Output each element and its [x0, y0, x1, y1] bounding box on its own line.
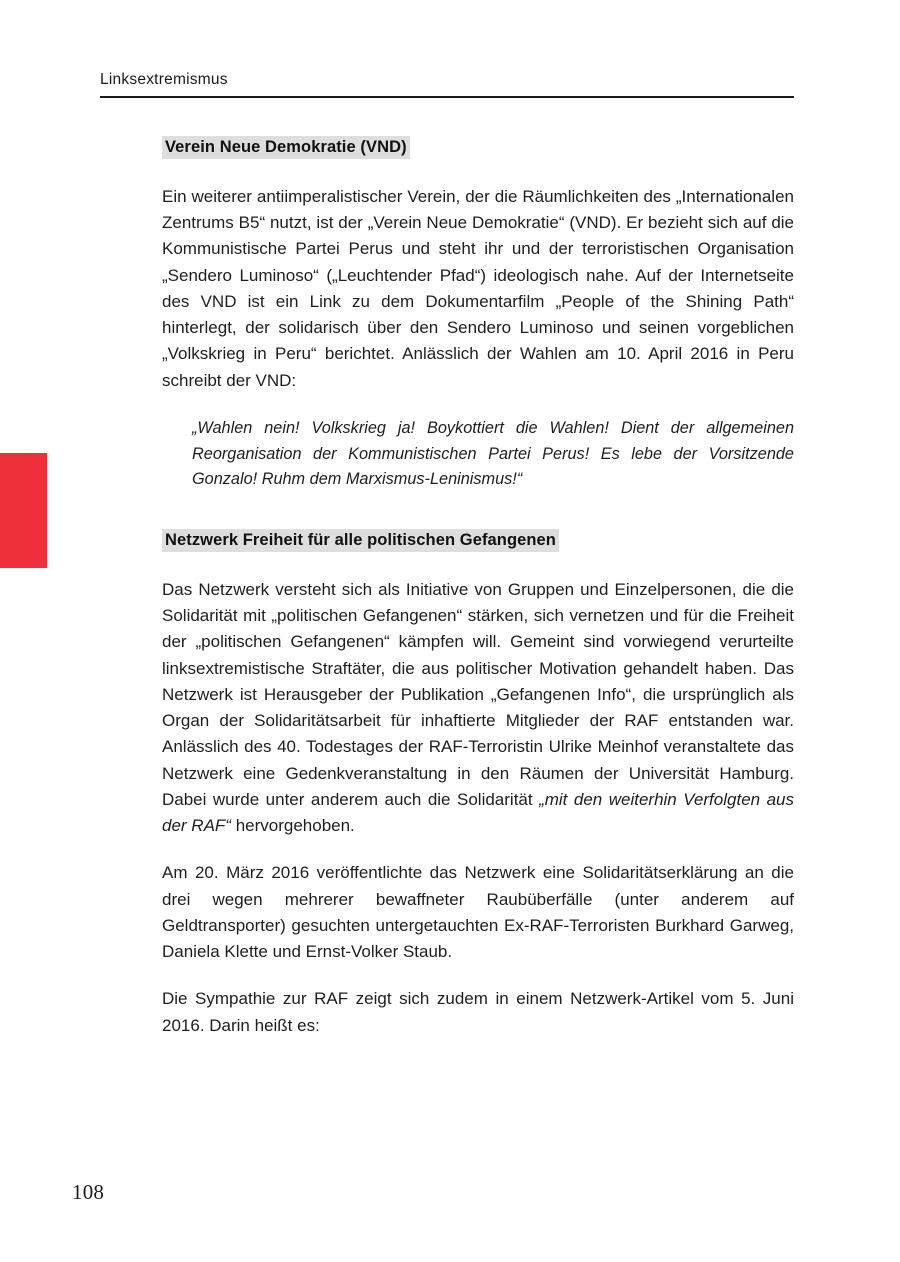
paragraph-netzwerk-raf-sympathy: Die Sympathie zur RAF zeigt sich zudem in einem Netzwerk-Artikel vom 5. Juni 2016. Darin heißt es:: [162, 989, 794, 1035]
chapter-margin-tab: [0, 453, 47, 568]
running-head-rule: [100, 96, 794, 98]
text-column: [162, 136, 794, 1039]
paragraph-netzwerk-description-part-1: Das Netzwerk versteht sich als Initiative von Gruppen und Einzelpersonen, die die Solidarität mit „politischen Gefangenen“ stärken, sich vernetzen und für die Freiheit der „politischen Gefangenen“ kämpfen will. Gemeint sind vorwiegend verurteilte linksextremistische Straftäter, die aus politischer Motivation gehandelt haben. Das Netzwerk ist Herausgeber der Publikation „Gefangenen Info“, die ursprünglich als Organ der Solidaritätsarbeit für inhaftierte Mitglieder der RAF entstanden war. Anlässlich des 40. Todestages der RAF-Terroristin Ulrike Meinhof veranstaltete das Netzwerk eine Gedenkveranstaltung in den Räumen der Universität Hamburg. Dabei wurde unter anderem auch die Solidarität: [162, 579, 794, 809]
page-number: 108: [72, 1180, 105, 1204]
paragraph-netzwerk-solidarity-declaration: Am 20. März 2016 veröffentlichte das Netzwerk eine Solidaritätserklärung an die drei wegen mehrerer bewaffneter Raubüberfälle (unter anderem auf Geldtransporter) gesuchten untergetauchten Ex-RAF-Terroristen Burkhard Garweg, Daniela Klette und Ernst-Volker Staub.: [162, 863, 794, 962]
paragraph-netzwerk-description-part-2: hervorgehoben.: [230, 816, 355, 836]
section-heading-netzwerk: [162, 529, 794, 553]
section-heading-vnd-label: Verein Neue Demokratie (VND): [162, 136, 410, 159]
section-heading-vnd: [162, 136, 794, 160]
paragraph-netzwerk-description-quote: „mit den weiterhin Verfolgten aus der RAF“: [162, 789, 794, 836]
running-head: [100, 70, 794, 98]
paragraph-vnd-intro: Ein weiterer antiimperalistischer Verein, der die Räumlichkeiten des „Internationalen Zentrums B5“ nutzt, ist der „Verein Neue Demokratie“ (VND). Er bezieht sich auf die Kommunistische Partei Perus und steht ihr und der terroristischen Organisation „Sendero Luminoso“ („Leuchtender Pfad“) ideologisch nahe. Auf der Internetseite des VND ist ein Link zu dem Dokumentarfilm „People of the Shining Path“ hinterlegt, der solidarisch über den Sendero Luminoso und seinen vorgeblichen „Volkskrieg in Peru“ berichtet. Anlässlich der Wahlen am 10. April 2016 in Peru schreibt der VND:: [162, 186, 794, 390]
section-heading-netzwerk-label: Netzwerk Freiheit für alle politischen Gefangenen: [162, 529, 559, 552]
running-head-title: Linksextremismus: [100, 71, 228, 88]
paragraph-netzwerk-description: [162, 577, 794, 840]
blockquote-vnd-election-statement: „Wahlen nein! Volkskrieg ja! Boykottiert die Wahlen! Dient der allgemeinen Reorganisation der Kommunistischen Partei Perus! Es lebe der Vorsitzende Gonzalo! Ruhm dem Marxismus-Leninismus!“: [192, 418, 794, 489]
